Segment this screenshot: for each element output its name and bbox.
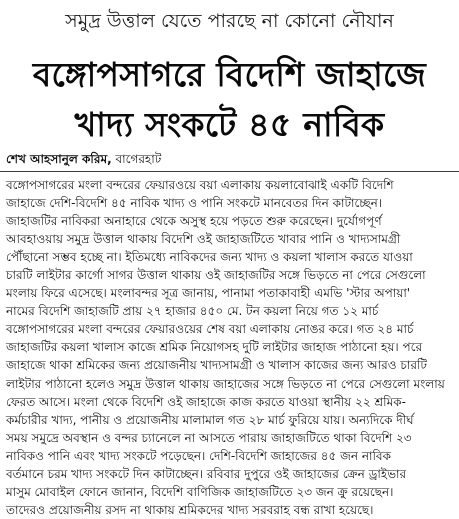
body-line: জাহাজে দেশি-বিদেশি ৪৫ নাবিক খাদ্য ও পানি সংকটে মানবেতর দিন কাটাচ্ছেন। <box>6 196 383 211</box>
body-line: নামের বিদেশি জাহাজটি প্রায় ২৭ হাজার ৪৫০ মে. টন কয়লা নিয়ে গত ১২ মার্চ <box>6 304 379 319</box>
byline-divider <box>0 171 459 172</box>
article-body <box>6 176 454 517</box>
headline-line-1: বঙ্গোপসাগরে বিদেশি জাহাজে <box>32 55 427 94</box>
body-line: নাবিকও পানি এবং খাদ্য সংকটে পড়েছেন। দেশি-বিদেশি জাহাজের ৪৫ জন নাবিক <box>6 448 391 463</box>
body-line: লাইটার পাঠানো হলেও সমুদ্র উত্তাল থাকায় জাহাজের সঙ্গে ভিড়তে না পেরে সেগুলো মংলায় <box>6 376 445 391</box>
body-line: বঙ্গোপসাগরের মংলা বন্দরের ফেয়ারওয়ের শেষ বয়া এলাকায় নোঙর করে। গত ২৪ মার্চ <box>6 322 414 337</box>
body-line: চারটি লাইটার কার্গো সাগর উত্তাল থাকায় ওই জাহাজটির সঙ্গে ভিড়তে না পেরে সেগুলো <box>6 268 426 283</box>
headline-line-2: খাদ্য সংকটে ৪৫ নাবিক <box>74 105 385 144</box>
byline-location: বাগেরহাট <box>111 152 162 166</box>
body-line: জাহাজে থাকা শ্রমিকের জন্য প্রয়োজনীয় খাদ্যসামগ্রী ও খালাস কাজের জন্য আরও চারটি <box>6 358 427 373</box>
body-line: সময় সমুদ্রে অবস্থান ও বন্দর চ্যানেলে না আসতে পারায় জাহাজটিতে থাকা বিদেশি ২৩ <box>6 430 412 445</box>
body-line: কর্মচারীর খাদ্য, পানীয় ও প্রয়োজনীয় মালামাল গত ২৮ মার্চ ফুরিয়ে যায়। অন্যদিকে দীর্ঘ <box>6 412 414 427</box>
body-line: পৌঁছানো সম্ভব হচ্ছে না। ইতিমধ্যে নাবিকদের জন্য খাদ্য ও কয়লা খালাস করতে যাওয়া <box>6 250 413 265</box>
body-line: বর্তমানে চরম খাদ্য সংকটে দিন কাটাচ্ছেন। রবিবার দুপুরে ওই জাহাজের ক্রেন ড্রাইভার <box>6 466 407 481</box>
body-line: বঙ্গোপসাগরের মংলা বন্দরের ফেয়ারওয়ে বয়া এলাকায় কয়লাবোঝাই একটি বিদেশি <box>6 178 394 192</box>
body-line: মাসুম মোবাইল ফোনে জানান, বিদেশি বাণিজিক জাহাজটিতে ২৩ জন ক্রু রয়েছেন। <box>6 484 394 499</box>
body-line: আবহাওয়ায় সমুদ্র উত্তাল থাকায় বিদেশি ওই জাহাজটিতে খাবার পানি ও খাদ্যসামগ্রী <box>6 232 401 247</box>
body-line: মংলায় ফিরে এসেছে। মংলাবন্দর সূত্র জানায়, পানামা পতাকাবাহী এমভি 'স্টার অপায়া' <box>6 286 411 301</box>
byline-author: শেখ আহসানুল করিম, <box>6 152 112 166</box>
body-line: ফেরত আসে। মংলা থেকে বিদেশি ওই জাহাজে কাজ করতে যাওয়া স্থানীয় ২২ শ্রমিক- <box>6 394 407 409</box>
article-kicker: সমুদ্র উত্তাল যেতে পারছে না কোনো নৌযান <box>65 10 394 32</box>
body-line: জাহাজটির নাবিকরা অনাহারে থেকে অসুস্থ হয়ে পড়তে শুরু করেছেন। দুর্যোগপূর্ণ <box>6 214 382 229</box>
byline <box>6 151 161 167</box>
body-line: তাদেরও প্রয়োজনীয় রসদ না থাকায় শ্রমিকদের খাদ্য সরবরাহ বন্ধ রাখা হয়েছে। <box>6 502 374 517</box>
body-line: জাহাজটির কয়লা খালাস কাজে শ্রমিক নিয়োগসহ দুটি লাইটার জাহাজ পাঠানো হয়। পরে <box>6 340 423 355</box>
